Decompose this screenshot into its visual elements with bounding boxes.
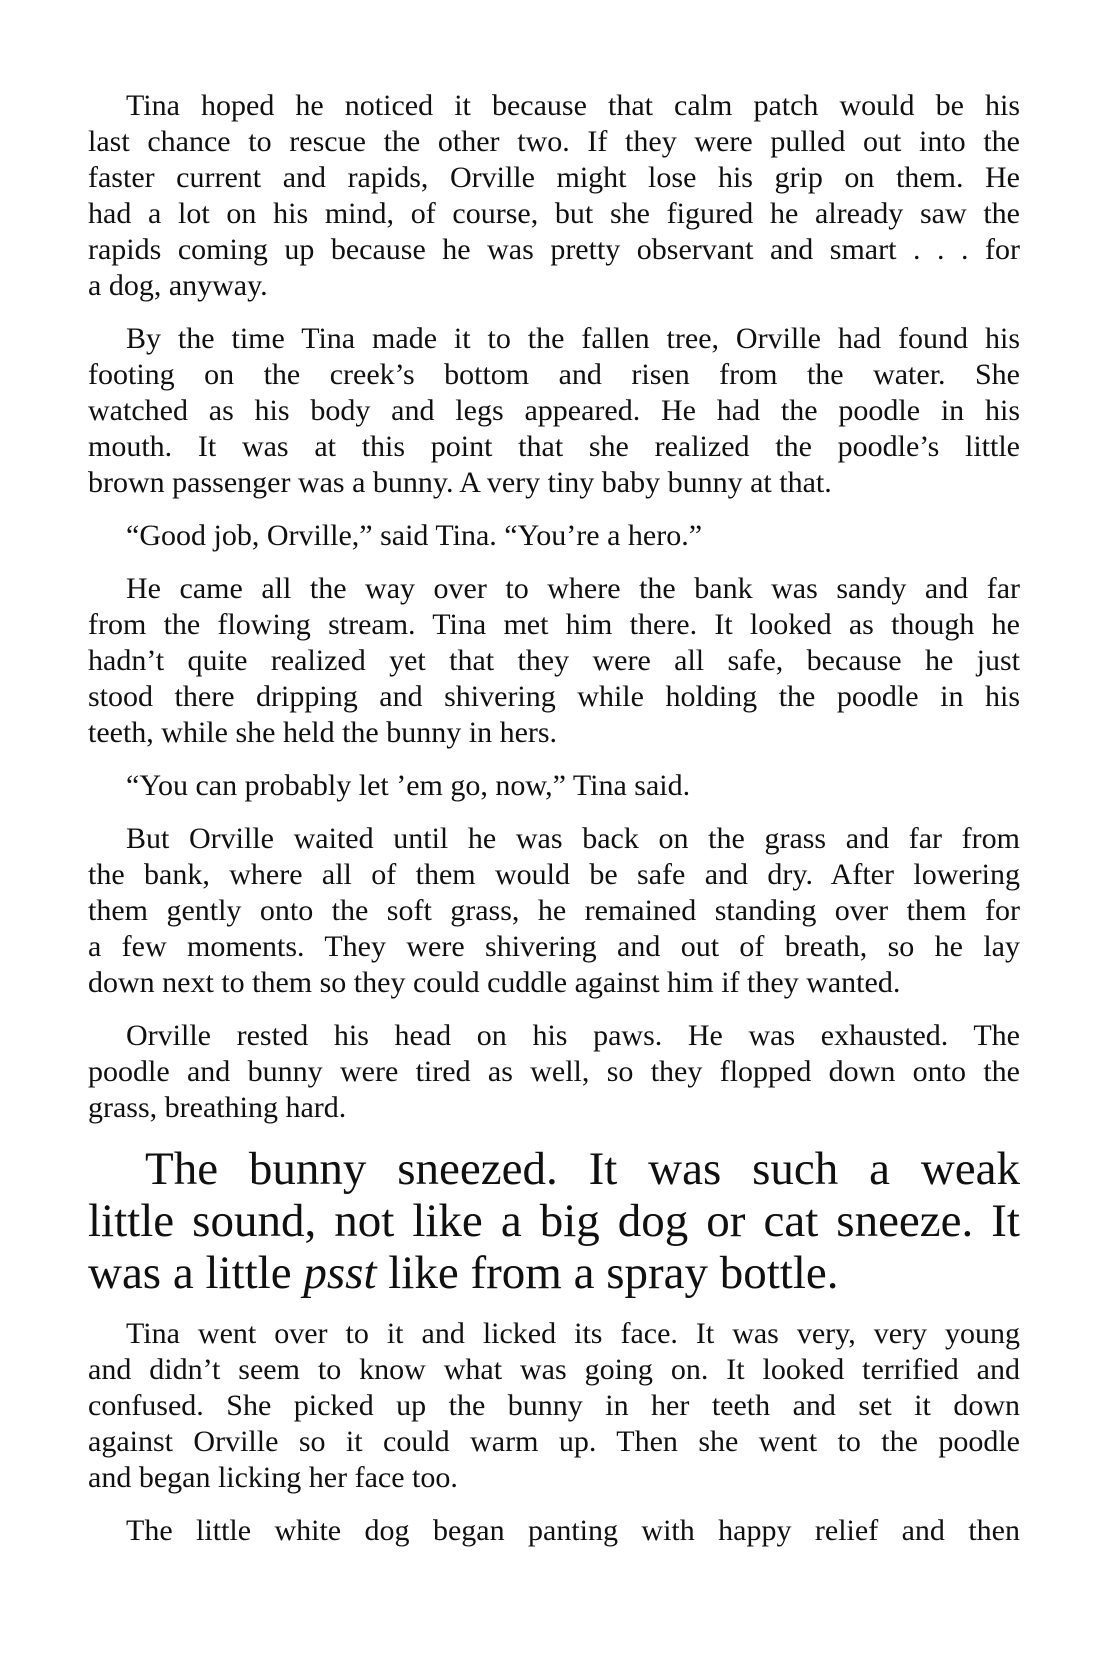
- text-segment: against Orville so it could warm up. Then she went to the poodle: [88, 1425, 1020, 1458]
- text-line: [88, 821, 1020, 857]
- text-segment: Orville rested his head on his paws. He was exhausted. The: [126, 1019, 1020, 1052]
- text-segment: had a lot on his mind, of course, but she figured he already saw the: [88, 197, 1020, 230]
- text-line: [88, 1424, 1020, 1460]
- text-segment: stood there dripping and shivering while holding the poodle in his: [88, 680, 1020, 713]
- text-line: [88, 768, 1020, 804]
- text-line: [88, 88, 1020, 124]
- text-line: [88, 965, 1020, 1001]
- paragraph: [88, 571, 1020, 751]
- text-segment: But Orville waited until he was back on the grass and far from: [126, 822, 1020, 855]
- text-segment: from the flowing stream. Tina met him there. It looked as though he: [88, 608, 1020, 641]
- text-line: [88, 929, 1020, 965]
- text-line: [88, 1460, 1020, 1496]
- text-segment: hadn’t quite realized yet that they were all safe, because he just: [88, 644, 1020, 677]
- text-line: [88, 268, 1020, 304]
- paragraph: [88, 1513, 1020, 1549]
- text-line: [88, 465, 1020, 501]
- text-line: [88, 643, 1020, 679]
- text-segment: last chance to rescue the other two. If they were pulled out into the: [88, 125, 1020, 158]
- text-line: [88, 160, 1020, 196]
- text-segment: He came all the way over to where the bank was sandy and far: [126, 572, 1020, 605]
- text-line: [88, 1054, 1020, 1090]
- text-segment: rapids coming up because he was pretty observant and smart . . . for: [88, 233, 1020, 266]
- italic-text-segment: psst: [303, 1247, 377, 1299]
- paragraph: [88, 321, 1020, 501]
- text-line: [88, 1316, 1020, 1352]
- text-line: [88, 429, 1020, 465]
- text-segment: down next to them so they could cuddle against him if they wanted.: [88, 966, 901, 999]
- text-segment: Tina went over to it and licked its face. It was very, very young: [126, 1317, 1020, 1350]
- text-line: [88, 857, 1020, 893]
- text-line: [88, 1195, 1020, 1247]
- text-segment: confused. She picked up the bunny in her teeth and set it down: [88, 1389, 1020, 1422]
- paragraph: [88, 518, 1020, 554]
- text-segment: the bank, where all of them would be safe and dry. After lowering: [88, 858, 1020, 891]
- paragraph: [88, 768, 1020, 804]
- text-line: [88, 571, 1020, 607]
- text-line: [88, 715, 1020, 751]
- text-segment: “Good job, Orville,” said Tina. “You’re a hero.”: [126, 519, 703, 552]
- text-segment: a few moments. They were shivering and out of breath, so he lay: [88, 930, 1020, 963]
- text-line: [88, 124, 1020, 160]
- text-segment: The bunny sneezed. It was such a weak: [145, 1143, 1020, 1195]
- text-line: [88, 1352, 1020, 1388]
- text-segment: teeth, while she held the bunny in hers.: [88, 716, 558, 749]
- text-segment: was a little: [88, 1247, 304, 1299]
- text-segment: them gently onto the soft grass, he remained standing over them for: [88, 894, 1020, 927]
- text-segment: mouth. It was at this point that she realized the poodle’s little: [88, 430, 1020, 463]
- text-segment: and began licking her face too.: [88, 1461, 458, 1494]
- text-line: [88, 1090, 1020, 1126]
- text-line: [88, 1143, 1020, 1195]
- text-segment: poodle and bunny were tired as well, so they flopped down onto the: [88, 1055, 1020, 1088]
- text-line: [88, 357, 1020, 393]
- book-page: [88, 88, 1020, 1566]
- text-line: [88, 518, 1020, 554]
- paragraph: [88, 1316, 1020, 1496]
- text-segment: little sound, not like a big dog or cat sneeze. It: [88, 1195, 1020, 1247]
- text-line: [88, 1388, 1020, 1424]
- text-segment: Tina hoped he noticed it because that calm patch would be his: [126, 89, 1020, 122]
- text-segment: footing on the creek’s bottom and risen from the water. She: [88, 358, 1020, 391]
- text-segment: watched as his body and legs appeared. He had the poodle in his: [88, 394, 1020, 427]
- text-line: [88, 1513, 1020, 1549]
- text-segment: “You can probably let ’em go, now,” Tina said.: [126, 769, 691, 802]
- text-line: [88, 196, 1020, 232]
- paragraph: [88, 1143, 1020, 1299]
- text-segment: The little white dog began panting with happy relief and then: [126, 1514, 1020, 1547]
- text-line: [88, 607, 1020, 643]
- text-segment: brown passenger was a bunny. A very tiny baby bunny at that.: [88, 466, 832, 499]
- text-line: [88, 893, 1020, 929]
- text-segment: a dog, anyway.: [88, 269, 268, 302]
- paragraph: [88, 1018, 1020, 1126]
- text-segment: grass, breathing hard.: [88, 1091, 347, 1124]
- text-line: [88, 1018, 1020, 1054]
- text-line: [88, 1247, 1020, 1299]
- text-line: [88, 321, 1020, 357]
- text-segment: and didn’t seem to know what was going on. It looked terrified and: [88, 1353, 1020, 1386]
- text-line: [88, 393, 1020, 429]
- text-line: [88, 679, 1020, 715]
- text-line: [88, 232, 1020, 268]
- text-segment: like from a spray bottle.: [376, 1247, 839, 1299]
- text-segment: faster current and rapids, Orville might lose his grip on them. He: [88, 161, 1020, 194]
- paragraph: [88, 821, 1020, 1001]
- text-segment: By the time Tina made it to the fallen tree, Orville had found his: [126, 322, 1020, 355]
- paragraph: [88, 88, 1020, 304]
